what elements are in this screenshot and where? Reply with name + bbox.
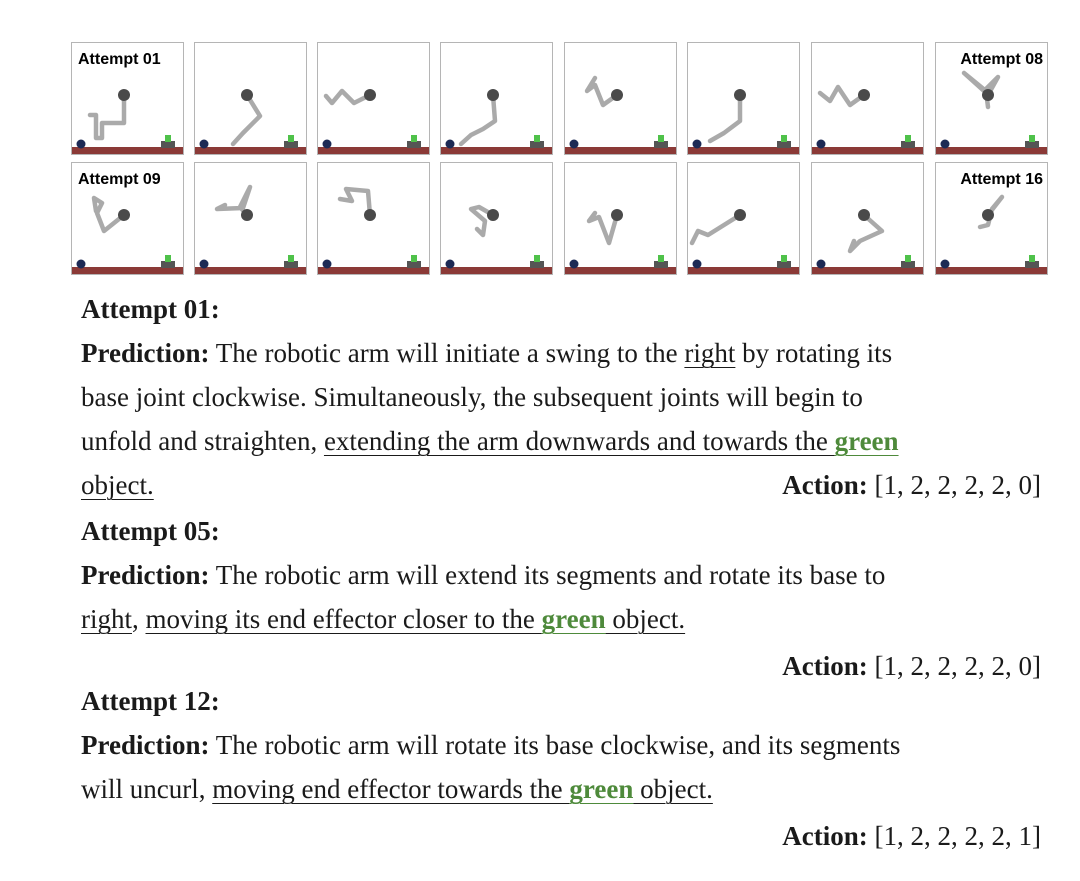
ground-bar [195, 147, 307, 155]
origin-dot [941, 260, 950, 269]
prediction-text: base joint clockwise. Simultaneously, the subsequent joints will begin to [81, 382, 863, 412]
ground-bar [936, 267, 1048, 275]
robot-arm [710, 95, 740, 141]
ground-bar [318, 147, 430, 155]
origin-dot [77, 260, 86, 269]
green-target [781, 255, 787, 262]
attempt-frame-label: Attempt 08 [960, 51, 1043, 68]
green-target [905, 255, 911, 262]
arm-base-joint [118, 89, 130, 101]
origin-dot [570, 260, 579, 269]
action-row [81, 814, 1041, 858]
green-keyword: green [569, 774, 634, 804]
robot-arm-scene [812, 163, 924, 275]
attempt-heading: Attempt 01: [81, 294, 220, 324]
arm-base-joint [858, 89, 870, 101]
attempt-frame [564, 162, 677, 275]
origin-dot [323, 260, 332, 269]
arm-base-joint [611, 209, 623, 221]
attempt-frame [811, 42, 924, 155]
robot-arm [820, 87, 864, 105]
origin-dot [693, 140, 702, 149]
action-label: Action: [782, 821, 868, 851]
attempt-frame [564, 42, 677, 155]
arm-base-joint [982, 209, 994, 221]
ground-bar [688, 147, 800, 155]
origin-dot [570, 140, 579, 149]
attempt-01-block [81, 287, 1041, 507]
prediction-text: by rotating its [735, 338, 893, 368]
robot-arm [233, 95, 260, 144]
origin-dot [446, 260, 455, 269]
underlined-text: right [81, 604, 132, 634]
attempt-frame [194, 42, 307, 155]
underlined-text: right [684, 338, 736, 368]
attempt-frame [440, 42, 553, 155]
arm-base-joint [241, 209, 253, 221]
arm-base-joint [734, 209, 746, 221]
attempt-frame-label: Attempt 01 [78, 51, 161, 68]
ground-bar [318, 267, 430, 275]
arm-base-joint [734, 89, 746, 101]
origin-dot [446, 140, 455, 149]
target-base [777, 141, 791, 148]
target-base [901, 141, 915, 148]
origin-dot [200, 260, 209, 269]
prediction-text: , [132, 604, 146, 634]
robot-arm-scene [441, 163, 553, 275]
origin-dot [200, 140, 209, 149]
prediction-text: will uncurl, [81, 774, 213, 804]
attempt-heading: Attempt 12: [81, 686, 220, 716]
attempt-frame [935, 162, 1048, 275]
target-base [530, 141, 544, 148]
origin-dot [817, 140, 826, 149]
ground-bar [195, 267, 307, 275]
target-base [407, 141, 421, 148]
arm-base-joint [858, 209, 870, 221]
prediction-text: The robotic arm will initiate a swing to the [215, 338, 685, 368]
robot-arm [692, 215, 740, 243]
ground-bar [72, 147, 184, 155]
green-target [781, 135, 787, 142]
origin-dot [77, 140, 86, 149]
arm-base-joint [611, 89, 623, 101]
robot-arm [461, 95, 495, 144]
attempt-frame [194, 162, 307, 275]
prediction-text: unfold and straighten, [81, 426, 324, 456]
arm-base-joint [982, 89, 994, 101]
action-value: [1, 2, 2, 2, 2, 1] [874, 821, 1041, 851]
action-label: Action: [782, 470, 868, 500]
robot-arm-scene [318, 163, 430, 275]
arm-base-joint [241, 89, 253, 101]
prediction-label: Prediction: [81, 560, 210, 590]
robot-arm-scene [688, 163, 800, 275]
green-keyword: green [834, 426, 899, 456]
green-target [1029, 135, 1035, 142]
origin-dot [693, 260, 702, 269]
green-target [1029, 255, 1035, 262]
attempt-frame [317, 42, 430, 155]
action-value: [1, 2, 2, 2, 2, 0] [874, 651, 1041, 681]
underlined-text: object. [81, 470, 154, 500]
target-base [530, 261, 544, 268]
green-target [288, 135, 294, 142]
action-row [782, 463, 1041, 507]
robot-arm-scene [565, 163, 677, 275]
robot-arm [90, 95, 124, 138]
green-target [411, 135, 417, 142]
attempt-frame-label: Attempt 16 [960, 171, 1043, 188]
attempt-frame [440, 162, 553, 275]
arm-base-joint [487, 209, 499, 221]
green-target [165, 255, 171, 262]
target-base [654, 141, 668, 148]
prediction-text: The robotic arm will rotate its base clockwise, and its segments [215, 730, 901, 760]
attempt-frame [811, 162, 924, 275]
arm-base-joint [364, 89, 376, 101]
green-target [411, 255, 417, 262]
ground-bar [441, 147, 553, 155]
attempt-05-block [81, 509, 1041, 688]
robot-arm-scene [318, 43, 430, 155]
target-base [1025, 261, 1039, 268]
robot-arm [326, 91, 370, 103]
green-target [658, 135, 664, 142]
ground-bar [441, 267, 553, 275]
attempt-12-block [81, 679, 1041, 858]
attempt-frame [317, 162, 430, 275]
attempt-frame [687, 42, 800, 155]
robot-arm-scene [195, 163, 307, 275]
attempt-heading: Attempt 05: [81, 516, 220, 546]
origin-dot [941, 140, 950, 149]
attempt-frame [71, 162, 184, 275]
underlined-text: object. [605, 604, 686, 634]
green-keyword: green [541, 604, 606, 634]
ground-bar [565, 147, 677, 155]
origin-dot [817, 260, 826, 269]
underlined-text: moving its end effector closer to the [145, 604, 542, 634]
underlined-text: moving end effector towards the [212, 774, 570, 804]
robot-arm-scene [688, 43, 800, 155]
robot-arm-scene [441, 43, 553, 155]
robot-arm-scene [195, 43, 307, 155]
underlined-text: extending the arm downwards and towards the [323, 426, 835, 456]
target-base [654, 261, 668, 268]
green-target [165, 135, 171, 142]
underlined-text: object. [633, 774, 713, 804]
target-base [407, 261, 421, 268]
robot-arm-scene [565, 43, 677, 155]
green-target [658, 255, 664, 262]
target-base [161, 141, 175, 148]
green-target [905, 135, 911, 142]
attempt-frame [687, 162, 800, 275]
ground-bar [688, 267, 800, 275]
prediction-label: Prediction: [81, 730, 210, 760]
prediction-text: The robotic arm will extend its segments and rotate its base to [215, 560, 886, 590]
robot-arm [964, 73, 998, 107]
green-target [288, 255, 294, 262]
ground-bar [565, 267, 677, 275]
green-target [534, 135, 540, 142]
action-label: Action: [782, 651, 868, 681]
prediction-label: Prediction: [81, 338, 210, 368]
target-base [284, 261, 298, 268]
target-base [161, 261, 175, 268]
arm-base-joint [487, 89, 499, 101]
arm-base-joint [118, 209, 130, 221]
attempt-frame [935, 42, 1048, 155]
ground-bar [936, 147, 1048, 155]
attempt-frame [71, 42, 184, 155]
robot-arm-scene [812, 43, 924, 155]
ground-bar [812, 147, 924, 155]
target-base [284, 141, 298, 148]
target-base [1025, 141, 1039, 148]
green-target [534, 255, 540, 262]
target-base [777, 261, 791, 268]
ground-bar [812, 267, 924, 275]
attempt-frame-label: Attempt 09 [78, 171, 161, 188]
action-value: [1, 2, 2, 2, 2, 0] [874, 470, 1041, 500]
origin-dot [323, 140, 332, 149]
ground-bar [72, 267, 184, 275]
target-base [901, 261, 915, 268]
arm-base-joint [364, 209, 376, 221]
